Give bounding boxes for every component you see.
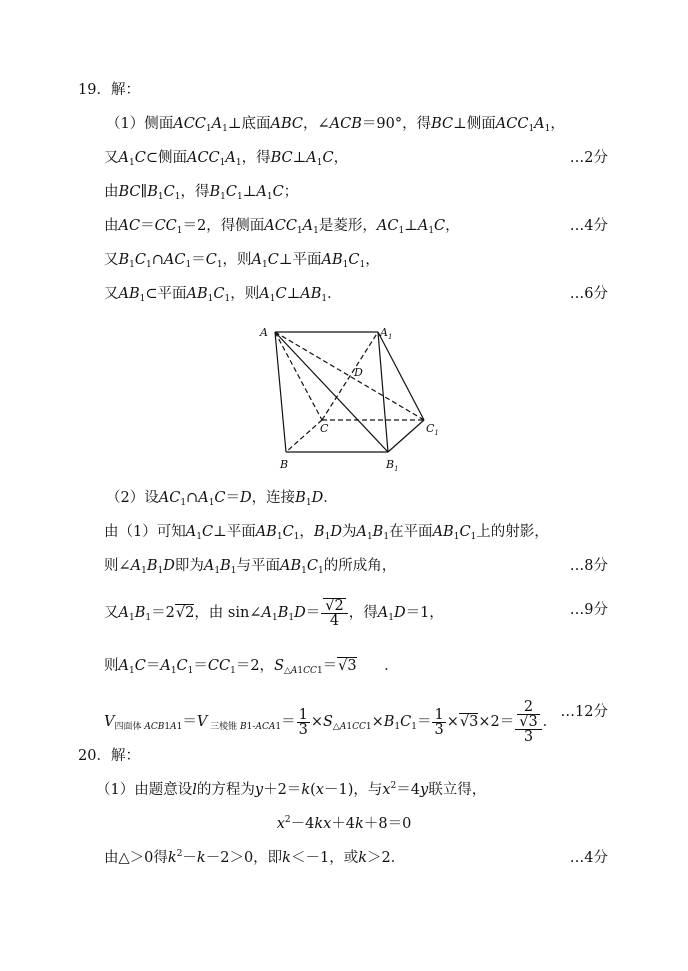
label-B: B — [280, 458, 289, 471]
label-C: C — [320, 422, 329, 435]
step-1-line-1: （1）侧面$ACC_1A_1\perp$底面ABC，∠ACB＝90°，得BC⊥侧面$ACC_1A_1$， — [106, 116, 565, 134]
problem-20-heading: 20．解： — [78, 748, 140, 764]
step-1-line-3: 由$BC\parallel B_1C_1$，得$B_1C_1\perp A_1C$； — [104, 184, 299, 202]
step-2-line-1: （2）设$AC_1\cap A_1C=D$，连接$B_1D$． — [106, 490, 338, 508]
score-9: …9分 — [569, 602, 608, 618]
p20-step-1-line-1: （1）由题意设l的方程为y＋2＝k(x－1)，与$x^2=4y$联立得， — [96, 781, 487, 798]
step-1-line-6: 又$AB_1\subset$平面$AB_1C_1$，则$A_1C\perp AB_1$． — [104, 286, 342, 304]
score-6: …6分 — [569, 286, 608, 302]
score-4b: …4分 — [569, 850, 608, 866]
label-C1: $C_1$ — [426, 422, 439, 437]
step-1-line-5: 又$B_1C_1\cap AC_1=C_1$，则$A_1C\perp$平面$AB_1C_1$， — [104, 252, 380, 270]
label-A: A — [260, 326, 268, 339]
step-2-line-6: $V_{四面体 ACB1A1}=V$ $_{三棱锥 B1-ACA1}$＝ $\frac{1}{3}$ $\times S_{\triangle A1CC1}\times B_1C_1=$ $\frac{1}{3}$ ×√3×2＝ 2 √3 3 ． — [104, 699, 558, 745]
score-12: …12分 — [560, 704, 608, 720]
step-1-line-4: 由$AC=CC_1=2$，得侧面$ACC_1A_1$是菱形，$AC_1\perp A_1C$， — [104, 218, 460, 236]
prism-figure — [250, 318, 450, 478]
step-2-line-4: 又$A_1B_1=2√2$，由 $\sin\angle A_1B_1D=$ $\frac{√2}{4}$ ，得$A_1D=1$， — [104, 598, 444, 629]
label-B1: $B_1$ — [386, 458, 399, 473]
p20-step-1-line-2: 由△＞0得$k^2-k-2>0$，即k＜－1，或k＞2． — [104, 849, 406, 866]
score-2: …2分 — [569, 150, 608, 166]
label-A1: $A_1$ — [380, 326, 393, 341]
step-1-line-2: 又$A_1C\subset$侧面$ACC_1A_1$，得$BC\perp A_1C$， — [104, 150, 349, 168]
p20-equation: $x^2-4kx+4k+8=0$ — [276, 815, 412, 832]
score-4a: …4分 — [569, 218, 608, 234]
step-2-line-3: 则$\angle A_1B_1D$即为$A_1B_1$与平面$AB_1C_1$的所成角， — [104, 558, 397, 576]
label-D: D — [354, 366, 363, 379]
score-8: …8分 — [569, 558, 608, 574]
step-2-line-2: 由（1）可知$A_1C\perp$平面$AB_1C_1$，$B_1D$为$A_1B_1$在平面$AB_1C_1$上的射影， — [104, 524, 549, 542]
step-2-line-5: 则$A_1C=A_1C_1=CC_1=2$，$S_{\triangle A1CC1}=√3$ ． — [104, 658, 399, 676]
problem-19-heading: 19．解： — [78, 82, 140, 98]
